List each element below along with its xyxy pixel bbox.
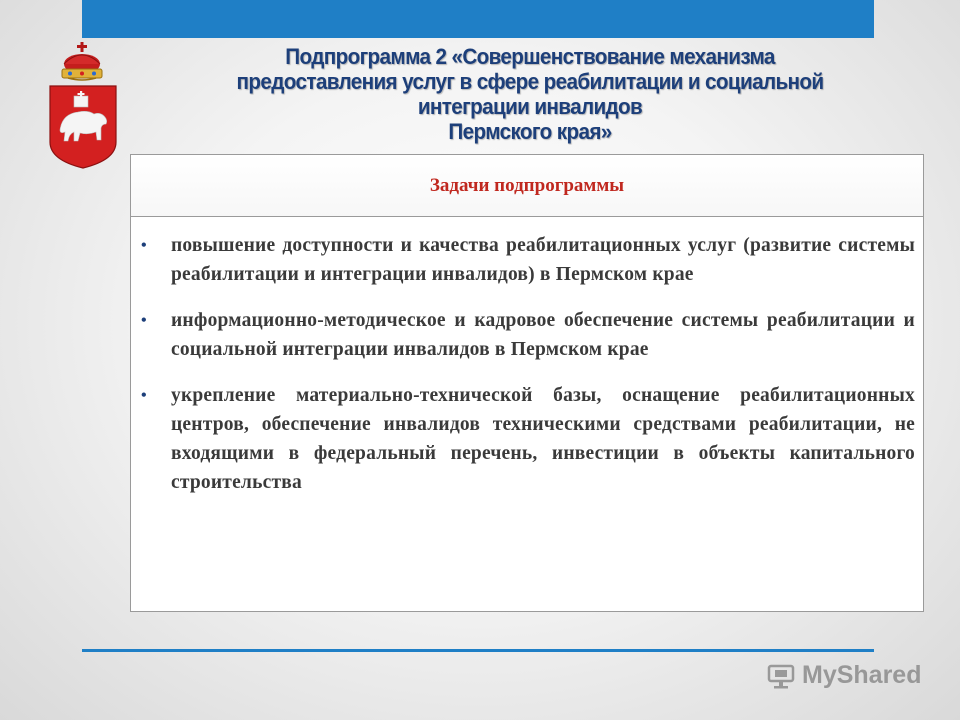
myshared-logo-icon [766,660,796,690]
list-item [141,381,915,497]
perm-krai-emblem-icon [44,42,122,170]
bullet-icon: • [141,312,147,329]
tasks-list [131,217,923,497]
task-text: укрепление материально-технической базы, оснащение реабилитационных центров, обеспечение инвалидов техническими средствами реабилитации, не входящими в федеральный перечень, инвестиции в объекты капитального строительства [171,385,915,493]
title-line: предоставления услуг в сфере реабилитации и социальной [236,69,824,94]
tasks-header: Задачи подпрограммы [131,155,923,217]
list-item [141,231,915,289]
page-title [180,44,879,144]
myshared-watermark[interactable] [766,657,921,693]
title-line: интеграции инвалидов [417,94,643,119]
bullet-icon: • [141,387,147,404]
task-text: информационно-методическое и кадровое обеспечение системы реабилитации и социальной интеграции инвалидов в Пермском крае [171,310,915,360]
list-item [141,306,915,364]
title-line: Подпрограмма 2 «Совершенствование механизма [285,44,775,69]
top-accent-bar [82,0,874,38]
task-text: повышение доступности и качества реабилитационных услуг (развитие системы реабилитации и интеграции инвалидов) в Пермском крае [171,235,915,285]
tasks-table [130,154,924,612]
watermark-text: MyShared [802,660,922,689]
title-line: Пермского края» [448,119,612,144]
bullet-icon: • [141,237,147,254]
bottom-accent-line [82,649,874,652]
